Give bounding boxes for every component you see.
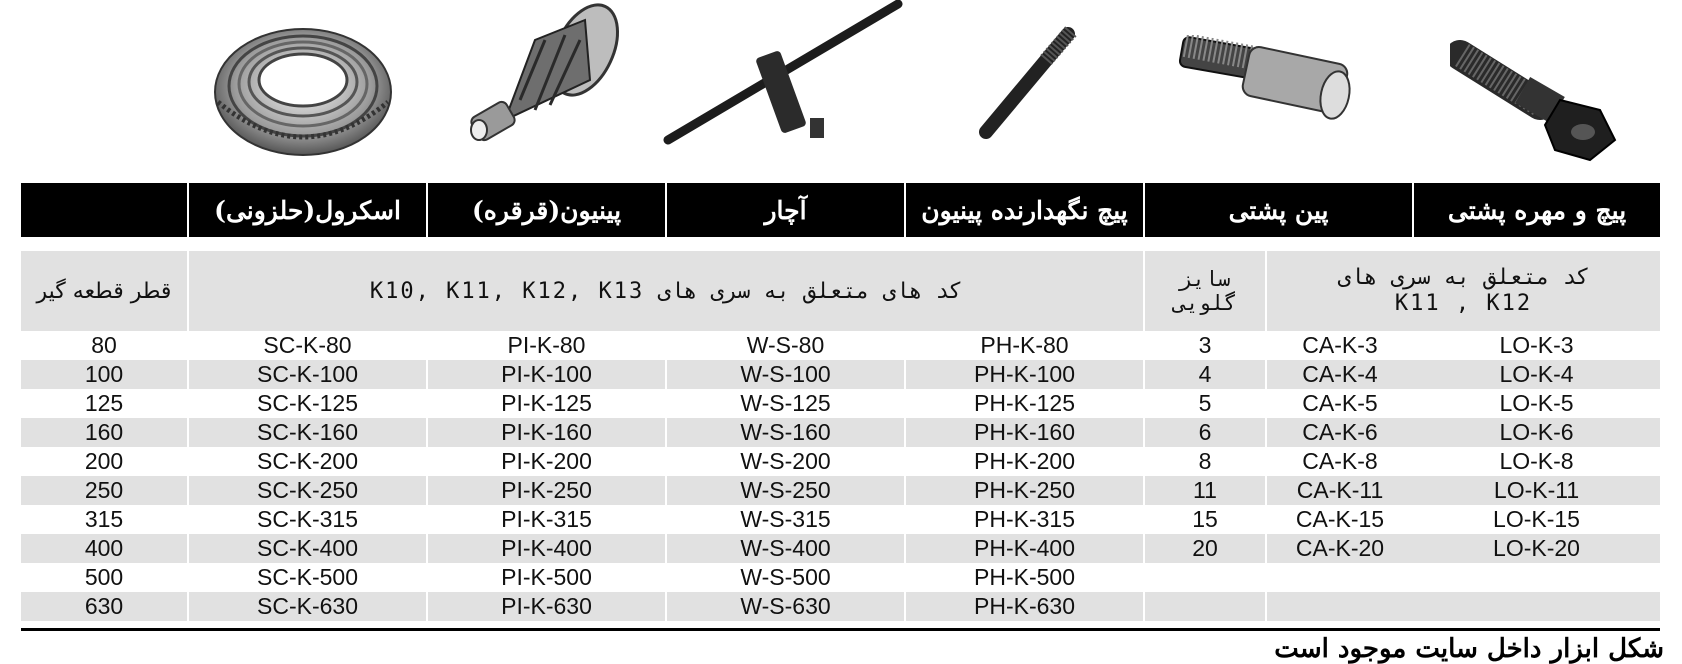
codes-k11-label — [1266, 251, 1660, 331]
cell-pi: PI-K-100 — [427, 360, 666, 389]
cell-lo: LO-K-11 — [1413, 476, 1660, 505]
table-row — [21, 331, 1660, 360]
codes-k11-line2: K11 , K12 — [1394, 291, 1533, 316]
wrench-image — [660, 0, 910, 150]
cell-pi: PI-K-400 — [427, 534, 666, 563]
codes-k10-label: کد های متعلق به سری های K10, K11, K12, K13 — [188, 251, 1144, 331]
cell-ws: W-S-400 — [666, 534, 905, 563]
table-row — [21, 418, 1660, 447]
cell-ws: W-S-160 — [666, 418, 905, 447]
cell-ca: CA-K-6 — [1266, 418, 1413, 447]
cell-ws: W-S-200 — [666, 447, 905, 476]
cell-size: 15 — [1144, 505, 1266, 534]
cell-lo: LO-K-6 — [1413, 418, 1660, 447]
header-empty-cell — [21, 183, 188, 237]
cell-ph: PH-K-315 — [905, 505, 1144, 534]
header-bolt-nut: پیچ و مهره پشتی — [1413, 183, 1660, 237]
cell-sc: SC-K-630 — [188, 592, 427, 621]
cell-dia: 80 — [91, 332, 117, 358]
cell-sc: SC-K-250 — [188, 476, 427, 505]
cell-pi: PI-K-250 — [427, 476, 666, 505]
cell-ws: W-S-500 — [666, 563, 905, 592]
product-photos — [0, 0, 1682, 170]
cell-ph: PH-K-200 — [905, 447, 1144, 476]
cell-dia: 160 — [21, 418, 188, 447]
cell-pi: PI-K-500 — [427, 563, 666, 592]
cell-lo: LO-K-3 — [1499, 332, 1574, 358]
cell-ph: PH-K-500 — [905, 563, 1144, 592]
header-scroll: اسکرول(حلزونی) — [188, 183, 427, 237]
cell-ca: CA-K-20 — [1266, 534, 1413, 563]
table-row — [21, 563, 1660, 592]
cell-lo: LO-K-4 — [1413, 360, 1660, 389]
cell-ph: PH-K-100 — [905, 360, 1144, 389]
cell-size: 11 — [1144, 476, 1266, 505]
cell-dia: 315 — [84, 506, 124, 532]
cell-dia: 500 — [84, 564, 124, 590]
cell-sc: SC-K-315 — [188, 505, 427, 534]
cell-pi: PI-K-125 — [427, 389, 666, 418]
cell-ca: CA-K-3 — [1266, 331, 1413, 360]
cell-ca — [1266, 592, 1413, 621]
cell-ws: W-S-250 — [666, 476, 905, 505]
cell-ws: W-S-100 — [666, 360, 905, 389]
cell-ph: PH-K-400 — [905, 534, 1144, 563]
cell-pi: PI-K-80 — [427, 331, 666, 360]
cell-lo: LO-K-15 — [1493, 506, 1580, 532]
header-back-pin: پین پشتی — [1144, 183, 1413, 237]
cell-dia: 630 — [21, 592, 188, 621]
cell-ph: PH-K-250 — [905, 476, 1144, 505]
cell-pi: PI-K-630 — [427, 592, 666, 621]
cell-lo — [1413, 563, 1660, 592]
cell-size: 6 — [1144, 418, 1266, 447]
cell-pi: PI-K-200 — [427, 447, 666, 476]
diameter-label: قطر قطعه گیر — [21, 251, 188, 331]
data-rows — [21, 331, 1660, 621]
cell-size — [1144, 592, 1266, 621]
header-row — [21, 183, 1660, 237]
size-label-line2: گلویی — [1173, 291, 1237, 315]
cell-size — [1144, 563, 1266, 592]
cell-sc: SC-K-500 — [188, 563, 427, 592]
pinion-screw-image — [968, 20, 1088, 145]
cell-pi: PI-K-160 — [427, 418, 666, 447]
back-pin-image — [1175, 35, 1355, 135]
table-row — [21, 476, 1660, 505]
cell-ph: PH-K-80 — [905, 331, 1144, 360]
cell-dia: 250 — [21, 476, 188, 505]
bolt-nut-image — [1450, 40, 1620, 165]
size-label-line1: سایز — [1179, 267, 1231, 291]
cell-sc: SC-K-100 — [188, 360, 427, 389]
cell-size: 5 — [1144, 389, 1266, 418]
cell-dia: 400 — [21, 534, 188, 563]
header-wrench: آچار — [666, 183, 905, 237]
table-row — [21, 447, 1660, 476]
parts-table — [21, 183, 1660, 621]
cell-ca: CA-K-5 — [1266, 389, 1413, 418]
header-gap — [21, 237, 1660, 251]
cell-size: 20 — [1144, 534, 1266, 563]
cell-ws: W-S-80 — [666, 331, 905, 360]
footer-note: شکل ابزار داخل سایت موجود است — [1274, 634, 1664, 664]
cell-dia: 200 — [84, 448, 124, 474]
header-pinion: پینیون(قرقره) — [427, 183, 666, 237]
table-row — [21, 505, 1660, 534]
cell-ca: CA-K-11 — [1266, 476, 1413, 505]
cell-size: 4 — [1144, 360, 1266, 389]
scroll-ring-image — [208, 22, 398, 157]
cell-dia: 125 — [84, 390, 124, 416]
cell-pi: PI-K-315 — [427, 505, 666, 534]
cell-lo: LO-K-5 — [1499, 390, 1574, 416]
cell-ca — [1266, 563, 1413, 592]
table-row — [21, 360, 1660, 389]
codes-k11-line1: کد متعلق به سری های — [1337, 265, 1590, 290]
table-row — [21, 389, 1660, 418]
cell-dia: 100 — [21, 360, 188, 389]
cell-lo — [1413, 592, 1660, 621]
size-label — [1144, 251, 1266, 331]
cell-ws: W-S-315 — [666, 505, 905, 534]
cell-size: 3 — [1144, 331, 1266, 360]
cell-ws: W-S-630 — [666, 592, 905, 621]
cell-sc: SC-K-200 — [188, 447, 427, 476]
cell-lo: LO-K-20 — [1413, 534, 1660, 563]
cell-sc: SC-K-125 — [188, 389, 427, 418]
cell-ph: PH-K-125 — [905, 389, 1144, 418]
subheader-row — [21, 251, 1660, 331]
pinion-image — [465, 0, 625, 148]
header-pinion-screw: پیچ نگهدارنده پینیون — [905, 183, 1144, 237]
cell-ca: CA-K-8 — [1266, 447, 1413, 476]
cell-sc: SC-K-80 — [188, 331, 427, 360]
bottom-rule — [21, 628, 1660, 631]
cell-ph: PH-K-630 — [905, 592, 1144, 621]
cell-ws: W-S-125 — [666, 389, 905, 418]
cell-sc: SC-K-400 — [188, 534, 427, 563]
cell-sc: SC-K-160 — [188, 418, 427, 447]
cell-ca: CA-K-15 — [1266, 505, 1413, 534]
cell-size: 8 — [1144, 447, 1266, 476]
cell-ca: CA-K-4 — [1266, 360, 1413, 389]
table-row — [21, 534, 1660, 563]
table-row — [21, 592, 1660, 621]
cell-lo: LO-K-8 — [1499, 448, 1574, 474]
cell-ph: PH-K-160 — [905, 418, 1144, 447]
